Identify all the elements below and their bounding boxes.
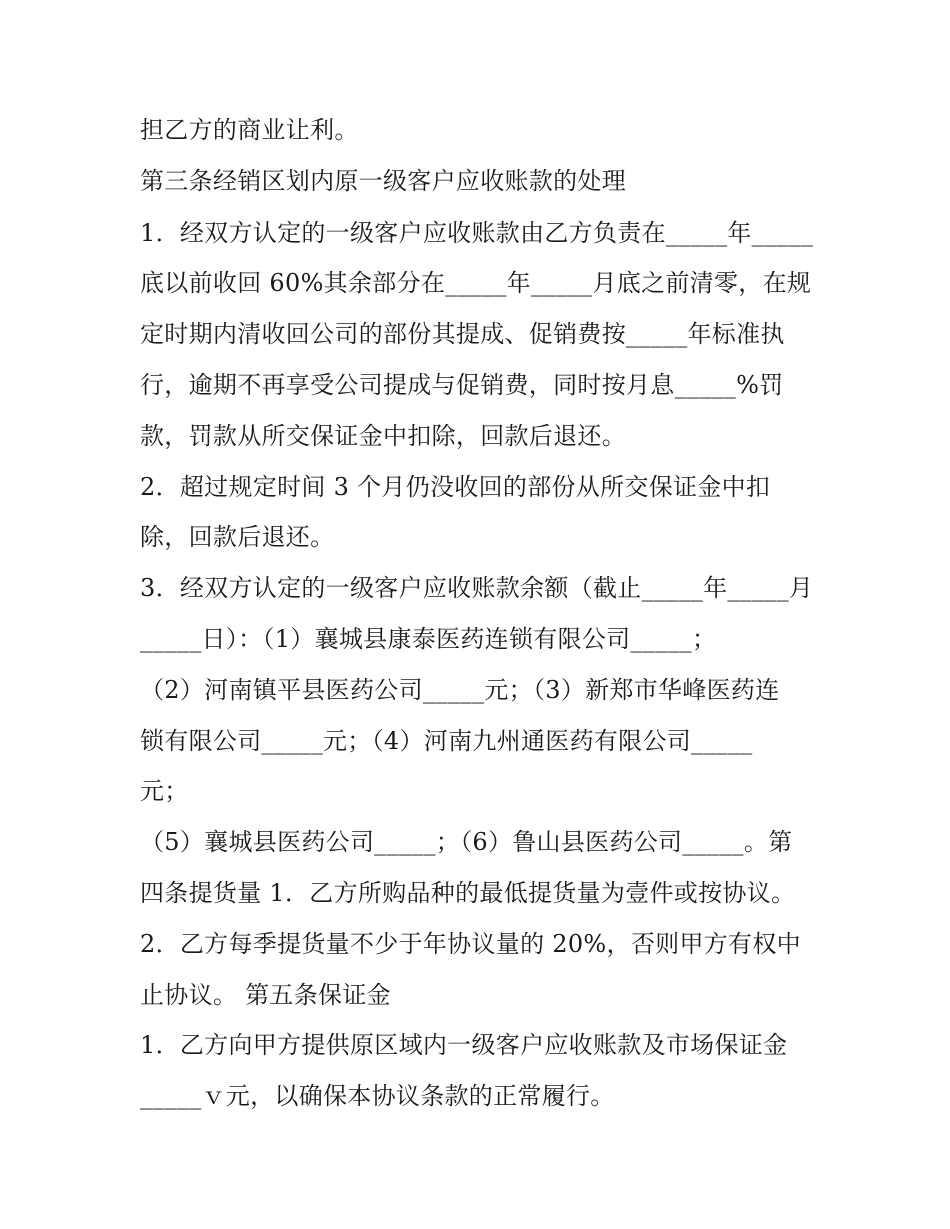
text-line: 2．超过规定时间 3 个月仍没收回的部份从所交保证金中扣 bbox=[140, 473, 771, 501]
text-line: _____日）：（1）襄城县康泰医药连锁有限公司_____； bbox=[140, 625, 717, 653]
text-line: 1．经双方认定的一级客户应收账款由乙方负责在_____年_____ bbox=[140, 219, 814, 247]
text-line: _____ｖ元，以确保本协议条款的正常履行。 bbox=[140, 1082, 615, 1110]
text-line: 四条提货量 1．乙方所购品种的最低提货量为壹件或按协议。 bbox=[140, 879, 796, 907]
text-line: （5）襄城县医药公司_____；（6）鲁山县医药公司_____。第 bbox=[140, 828, 793, 856]
text-line: （2）河南镇平县医药公司_____元；（3）新郑市华峰医药连 bbox=[140, 676, 780, 704]
text-line: 止协议。 第五条保证金 bbox=[140, 981, 391, 1009]
text-line: 行，逾期不再享受公司提成与促销费，同时按月息_____%罚 bbox=[140, 371, 784, 399]
text-line: 元； bbox=[140, 777, 189, 805]
text-line: 款，罚款从所交保证金中扣除，回款后退还。 bbox=[140, 422, 626, 450]
text-line: 担乙方的商业让利。 bbox=[140, 116, 359, 144]
text-line: 2．乙方每季提货量不少于年协议量的 20%，否则甲方有权中 bbox=[140, 930, 801, 958]
text-line: 3．经双方认定的一级客户应收账款余额（截止_____年_____月 bbox=[140, 574, 814, 602]
text-line: 1．乙方向甲方提供原区域内一级客户应收账款及市场保证金 bbox=[140, 1031, 788, 1059]
section-heading: 第三条经销区划内原一级客户应收账款的处理 bbox=[140, 167, 626, 195]
text-line: 除，回款后退还。 bbox=[140, 523, 335, 551]
text-line: 底以前收回 60%其余部分在_____年_____月底之前清零，在规 bbox=[140, 269, 812, 297]
text-line: 定时期内清收回公司的部份其提成、促销费按_____年标准执 bbox=[140, 320, 785, 348]
text-line: 锁有限公司_____元；（4）河南九州通医药有限公司_____ bbox=[140, 727, 753, 755]
